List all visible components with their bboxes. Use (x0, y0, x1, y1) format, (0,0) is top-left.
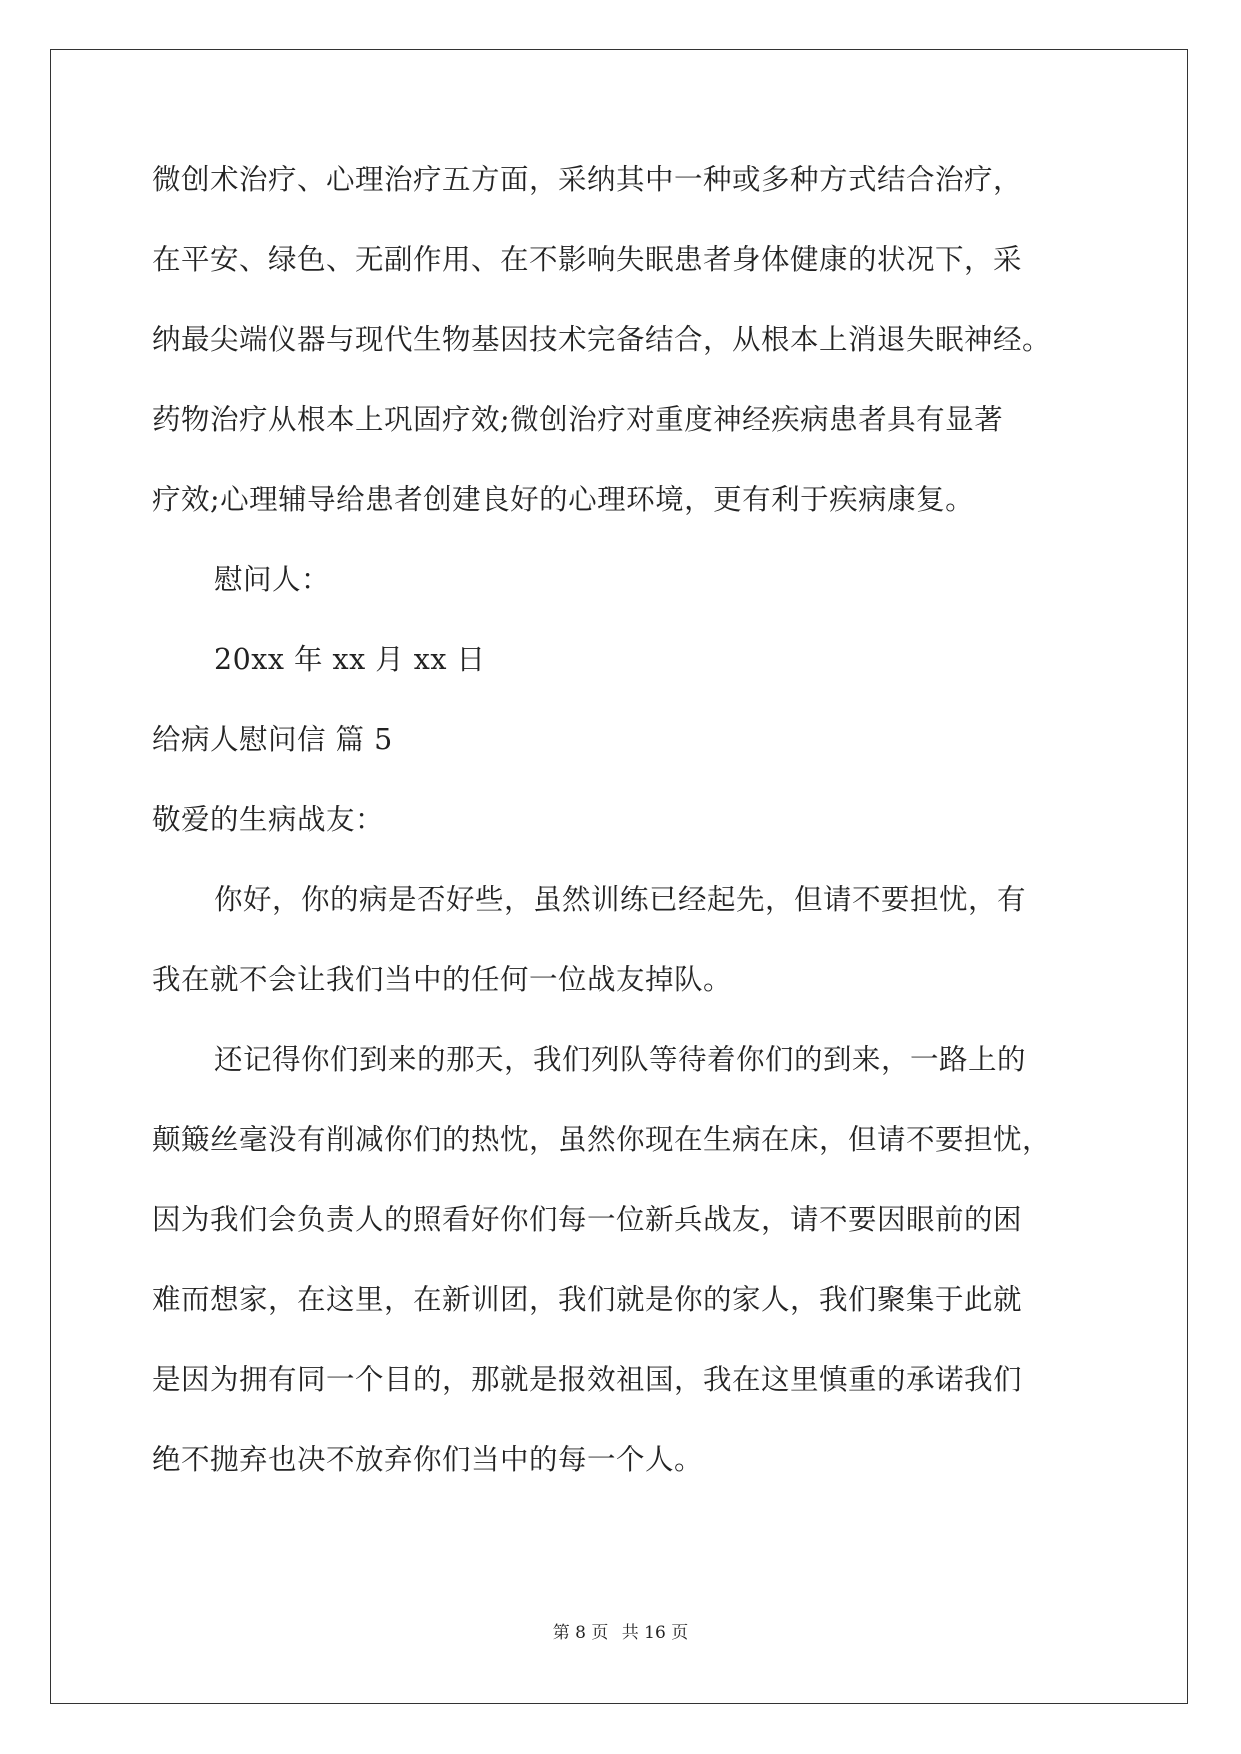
section-title: 给病人慰问信 篇 5 (152, 723, 393, 756)
date-line: 20xx 年 xx 月 xx 日 (214, 643, 486, 676)
salutation: 敬爱的生病战友： (152, 803, 385, 836)
text-line: 微创术治疗、心理治疗五方面，采纳其中一种或多种方式结合治疗， (152, 163, 1023, 196)
text-line: 疗效;心理辅导给患者创建良好的心理环境，更有利于疾病康复。 (152, 483, 975, 516)
signature-label: 慰问人： (214, 563, 331, 596)
text-line: 在平安、绿色、无副作用、在不影响失眠患者身体健康的状况下，采 (152, 243, 1023, 276)
text-line: 难而想家，在这里，在新训团，我们就是你的家人，我们聚集于此就 (152, 1283, 1023, 1316)
text-line: 药物治疗从根本上巩固疗效;微创治疗对重度神经疾病患者具有显著 (152, 403, 1004, 436)
text-line: 还记得你们到来的那天，我们列队等待着你们的到来，一路上的 (214, 1043, 1027, 1076)
text-line: 颠簸丝毫没有削减你们的热忱，虽然你现在生病在床，但请不要担忧， (152, 1123, 1052, 1156)
text-line: 你好，你的病是否好些，虽然训练已经起先，但请不要担忧，有 (214, 883, 1027, 916)
text-line: 绝不抛弃也决不放弃你们当中的每一个人。 (152, 1443, 704, 1476)
page-number: 第 8 页 (552, 1623, 609, 1643)
text-line: 因为我们会负责人的照看好你们每一位新兵战友，请不要因眼前的困 (152, 1203, 1023, 1236)
page-total: 共 16 页 (621, 1623, 689, 1643)
text-line: 我在就不会让我们当中的任何一位战友掉队。 (152, 963, 733, 996)
text-line: 是因为拥有同一个目的，那就是报效祖国，我在这里慎重的承诺我们 (152, 1363, 1023, 1396)
text-line: 纳最尖端仪器与现代生物基因技术完备结合，从根本上消退失眠神经。 (152, 323, 1052, 356)
page-footer (0, 1618, 1241, 1643)
